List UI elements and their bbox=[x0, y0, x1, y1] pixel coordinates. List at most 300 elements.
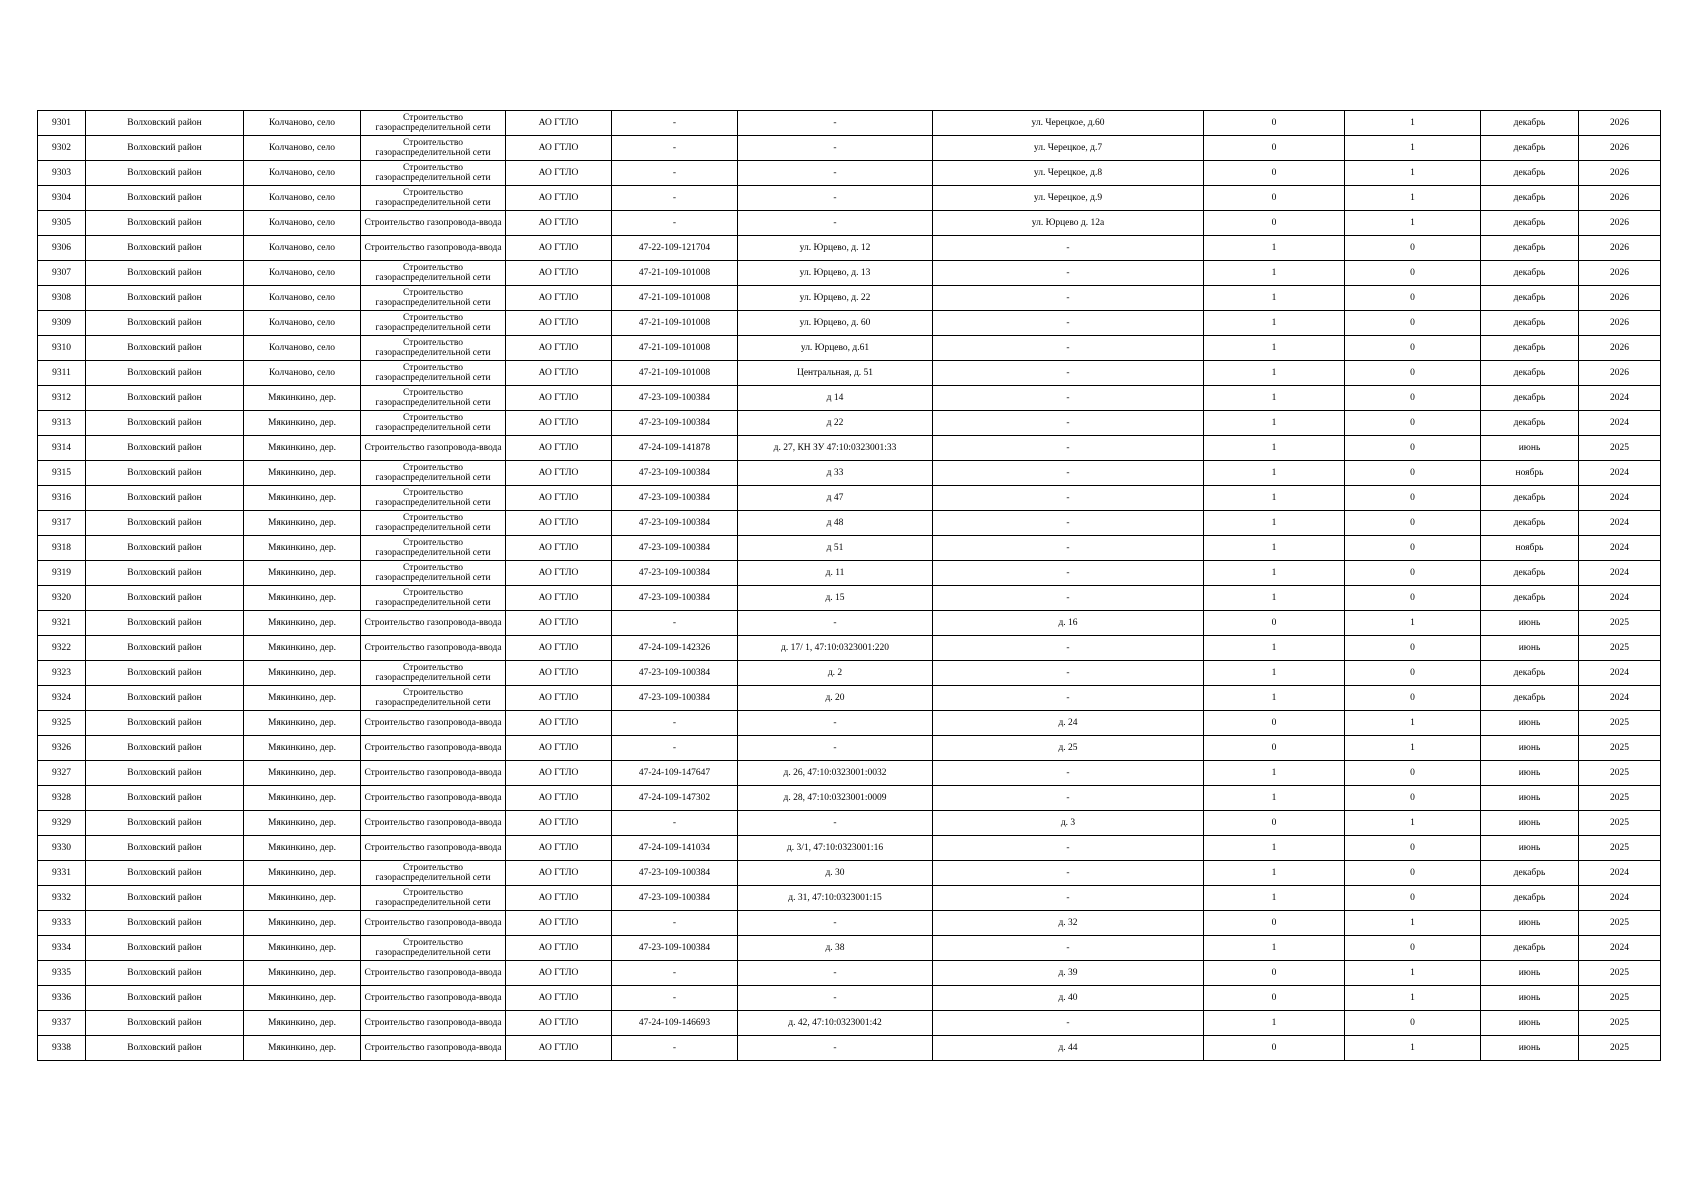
organization-cell: АО ГТЛО bbox=[506, 461, 612, 486]
year-cell: 2025 bbox=[1579, 836, 1661, 861]
month-cell: декабрь bbox=[1481, 211, 1579, 236]
table-row bbox=[38, 911, 1661, 936]
organization-cell: АО ГТЛО bbox=[506, 886, 612, 911]
application-number-cell: - bbox=[612, 911, 738, 936]
count-a-cell: 1 bbox=[1204, 761, 1345, 786]
settlement-cell: Мякинкино, дер. bbox=[244, 1036, 361, 1061]
address-with-application-cell: - bbox=[738, 186, 933, 211]
year-cell: 2025 bbox=[1579, 1036, 1661, 1061]
count-b-cell: 1 bbox=[1345, 186, 1481, 211]
month-cell: декабрь bbox=[1481, 186, 1579, 211]
table-row bbox=[38, 136, 1661, 161]
year-cell: 2025 bbox=[1579, 986, 1661, 1011]
row-number-cell: 9319 bbox=[38, 561, 86, 586]
work-type-cell: Строительство газопровода-ввода bbox=[361, 436, 506, 461]
table-row bbox=[38, 511, 1661, 536]
settlement-cell: Мякинкино, дер. bbox=[244, 861, 361, 886]
row-number-cell: 9327 bbox=[38, 761, 86, 786]
work-type-cell: Строительство газораспределительной сети bbox=[361, 411, 506, 436]
work-type-cell: Строительство газораспределительной сети bbox=[361, 286, 506, 311]
year-cell: 2024 bbox=[1579, 661, 1661, 686]
address-with-application-cell: ул. Юрцево, д. 12 bbox=[738, 236, 933, 261]
count-b-cell: 1 bbox=[1345, 986, 1481, 1011]
year-cell: 2026 bbox=[1579, 186, 1661, 211]
district-cell: Волховский район bbox=[86, 1011, 244, 1036]
address-without-application-cell: - bbox=[933, 511, 1204, 536]
work-type-cell: Строительство газораспределительной сети bbox=[361, 861, 506, 886]
organization-cell: АО ГТЛО bbox=[506, 686, 612, 711]
address-with-application-cell: - bbox=[738, 961, 933, 986]
organization-cell: АО ГТЛО bbox=[506, 511, 612, 536]
district-cell: Волховский район bbox=[86, 286, 244, 311]
settlement-cell: Мякинкино, дер. bbox=[244, 961, 361, 986]
count-a-cell: 1 bbox=[1204, 686, 1345, 711]
work-type-cell: Строительство газопровода-ввода bbox=[361, 611, 506, 636]
organization-cell: АО ГТЛО bbox=[506, 911, 612, 936]
application-number-cell: - bbox=[612, 136, 738, 161]
year-cell: 2026 bbox=[1579, 336, 1661, 361]
count-b-cell: 1 bbox=[1345, 811, 1481, 836]
application-number-cell: 47-21-109-101008 bbox=[612, 311, 738, 336]
settlement-cell: Мякинкино, дер. bbox=[244, 811, 361, 836]
count-b-cell: 0 bbox=[1345, 361, 1481, 386]
count-b-cell: 0 bbox=[1345, 436, 1481, 461]
row-number-cell: 9311 bbox=[38, 361, 86, 386]
address-without-application-cell: - bbox=[933, 461, 1204, 486]
district-cell: Волховский район bbox=[86, 686, 244, 711]
address-without-application-cell: д. 3 bbox=[933, 811, 1204, 836]
count-b-cell: 0 bbox=[1345, 786, 1481, 811]
settlement-cell: Мякинкино, дер. bbox=[244, 386, 361, 411]
address-with-application-cell: д 14 bbox=[738, 386, 933, 411]
address-without-application-cell: - bbox=[933, 436, 1204, 461]
month-cell: ноябрь bbox=[1481, 461, 1579, 486]
table-row bbox=[38, 461, 1661, 486]
address-with-application-cell: д. 31, 47:10:0323001:15 bbox=[738, 886, 933, 911]
year-cell: 2024 bbox=[1579, 561, 1661, 586]
count-b-cell: 1 bbox=[1345, 611, 1481, 636]
application-number-cell: 47-21-109-101008 bbox=[612, 361, 738, 386]
application-number-cell: 47-21-109-101008 bbox=[612, 261, 738, 286]
application-number-cell: 47-24-109-146693 bbox=[612, 1011, 738, 1036]
application-number-cell: 47-23-109-100384 bbox=[612, 886, 738, 911]
count-a-cell: 1 bbox=[1204, 661, 1345, 686]
table-row bbox=[38, 661, 1661, 686]
year-cell: 2024 bbox=[1579, 511, 1661, 536]
row-number-cell: 9305 bbox=[38, 211, 86, 236]
settlement-cell: Мякинкино, дер. bbox=[244, 686, 361, 711]
address-without-application-cell: - bbox=[933, 261, 1204, 286]
application-number-cell: 47-23-109-100384 bbox=[612, 461, 738, 486]
address-with-application-cell: - bbox=[738, 986, 933, 1011]
application-number-cell: 47-24-109-141878 bbox=[612, 436, 738, 461]
work-type-cell: Строительство газопровода-ввода bbox=[361, 986, 506, 1011]
table-row bbox=[38, 286, 1661, 311]
organization-cell: АО ГТЛО bbox=[506, 661, 612, 686]
settlement-cell: Мякинкино, дер. bbox=[244, 886, 361, 911]
row-number-cell: 9338 bbox=[38, 1036, 86, 1061]
row-number-cell: 9301 bbox=[38, 111, 86, 136]
organization-cell: АО ГТЛО bbox=[506, 961, 612, 986]
count-a-cell: 0 bbox=[1204, 136, 1345, 161]
count-a-cell: 1 bbox=[1204, 386, 1345, 411]
month-cell: июнь bbox=[1481, 611, 1579, 636]
row-number-cell: 9333 bbox=[38, 911, 86, 936]
count-a-cell: 1 bbox=[1204, 886, 1345, 911]
settlement-cell: Колчаново, село bbox=[244, 211, 361, 236]
address-without-application-cell: - bbox=[933, 536, 1204, 561]
district-cell: Волховский район bbox=[86, 611, 244, 636]
application-number-cell: - bbox=[612, 986, 738, 1011]
district-cell: Волховский район bbox=[86, 486, 244, 511]
row-number-cell: 9316 bbox=[38, 486, 86, 511]
district-cell: Волховский район bbox=[86, 636, 244, 661]
address-with-application-cell: - bbox=[738, 1036, 933, 1061]
work-type-cell: Строительство газораспределительной сети bbox=[361, 686, 506, 711]
count-a-cell: 1 bbox=[1204, 861, 1345, 886]
address-without-application-cell: д. 40 bbox=[933, 986, 1204, 1011]
address-without-application-cell: - bbox=[933, 386, 1204, 411]
address-without-application-cell: - bbox=[933, 336, 1204, 361]
year-cell: 2025 bbox=[1579, 961, 1661, 986]
address-with-application-cell: д. 17/ 1, 47:10:0323001:220 bbox=[738, 636, 933, 661]
table-row bbox=[38, 386, 1661, 411]
address-without-application-cell: - bbox=[933, 661, 1204, 686]
table-row bbox=[38, 986, 1661, 1011]
organization-cell: АО ГТЛО bbox=[506, 611, 612, 636]
table-row bbox=[38, 886, 1661, 911]
month-cell: июнь bbox=[1481, 836, 1579, 861]
address-without-application-cell: - bbox=[933, 936, 1204, 961]
settlement-cell: Мякинкино, дер. bbox=[244, 761, 361, 786]
address-with-application-cell: ул. Юрцево, д. 60 bbox=[738, 311, 933, 336]
address-with-application-cell: д 47 bbox=[738, 486, 933, 511]
organization-cell: АО ГТЛО bbox=[506, 386, 612, 411]
address-with-application-cell: - bbox=[738, 811, 933, 836]
work-type-cell: Строительство газораспределительной сети bbox=[361, 311, 506, 336]
month-cell: декабрь bbox=[1481, 336, 1579, 361]
count-b-cell: 0 bbox=[1345, 286, 1481, 311]
row-number-cell: 9329 bbox=[38, 811, 86, 836]
organization-cell: АО ГТЛО bbox=[506, 186, 612, 211]
address-with-application-cell: ул. Юрцево, д. 13 bbox=[738, 261, 933, 286]
month-cell: июнь bbox=[1481, 961, 1579, 986]
row-number-cell: 9314 bbox=[38, 436, 86, 461]
year-cell: 2025 bbox=[1579, 786, 1661, 811]
address-with-application-cell: - bbox=[738, 136, 933, 161]
district-cell: Волховский район bbox=[86, 261, 244, 286]
month-cell: декабрь bbox=[1481, 286, 1579, 311]
settlement-cell: Мякинкино, дер. bbox=[244, 836, 361, 861]
application-number-cell: - bbox=[612, 611, 738, 636]
address-with-application-cell: - bbox=[738, 611, 933, 636]
count-a-cell: 0 bbox=[1204, 711, 1345, 736]
row-number-cell: 9331 bbox=[38, 861, 86, 886]
application-number-cell: 47-23-109-100384 bbox=[612, 936, 738, 961]
district-cell: Волховский район bbox=[86, 886, 244, 911]
count-a-cell: 1 bbox=[1204, 411, 1345, 436]
count-b-cell: 1 bbox=[1345, 211, 1481, 236]
work-type-cell: Строительство газопровода-ввода bbox=[361, 836, 506, 861]
row-number-cell: 9318 bbox=[38, 536, 86, 561]
count-a-cell: 0 bbox=[1204, 1036, 1345, 1061]
count-b-cell: 1 bbox=[1345, 111, 1481, 136]
work-type-cell: Строительство газораспределительной сети bbox=[361, 186, 506, 211]
settlement-cell: Мякинкино, дер. bbox=[244, 786, 361, 811]
address-with-application-cell: - bbox=[738, 911, 933, 936]
application-number-cell: 47-23-109-100384 bbox=[612, 661, 738, 686]
district-cell: Волховский район bbox=[86, 411, 244, 436]
address-without-application-cell: ул. Черецкое, д.9 bbox=[933, 186, 1204, 211]
count-a-cell: 0 bbox=[1204, 111, 1345, 136]
settlement-cell: Мякинкино, дер. bbox=[244, 561, 361, 586]
month-cell: декабрь bbox=[1481, 686, 1579, 711]
district-cell: Волховский район bbox=[86, 786, 244, 811]
month-cell: июнь bbox=[1481, 811, 1579, 836]
district-cell: Волховский район bbox=[86, 861, 244, 886]
count-a-cell: 1 bbox=[1204, 1011, 1345, 1036]
count-a-cell: 1 bbox=[1204, 836, 1345, 861]
count-a-cell: 0 bbox=[1204, 161, 1345, 186]
settlement-cell: Мякинкино, дер. bbox=[244, 486, 361, 511]
application-number-cell: - bbox=[612, 111, 738, 136]
table-row bbox=[38, 586, 1661, 611]
count-b-cell: 1 bbox=[1345, 911, 1481, 936]
work-type-cell: Строительство газопровода-ввода bbox=[361, 811, 506, 836]
application-number-cell: 47-24-109-141034 bbox=[612, 836, 738, 861]
row-number-cell: 9312 bbox=[38, 386, 86, 411]
district-cell: Волховский район bbox=[86, 111, 244, 136]
organization-cell: АО ГТЛО bbox=[506, 786, 612, 811]
address-without-application-cell: д. 44 bbox=[933, 1036, 1204, 1061]
organization-cell: АО ГТЛО bbox=[506, 1011, 612, 1036]
row-number-cell: 9317 bbox=[38, 511, 86, 536]
settlement-cell: Мякинкино, дер. bbox=[244, 911, 361, 936]
settlement-cell: Мякинкино, дер. bbox=[244, 736, 361, 761]
work-type-cell: Строительство газопровода-ввода bbox=[361, 736, 506, 761]
address-with-application-cell: д. 38 bbox=[738, 936, 933, 961]
table-row bbox=[38, 436, 1661, 461]
count-b-cell: 0 bbox=[1345, 686, 1481, 711]
year-cell: 2024 bbox=[1579, 586, 1661, 611]
address-with-application-cell: д. 28, 47:10:0323001:0009 bbox=[738, 786, 933, 811]
organization-cell: АО ГТЛО bbox=[506, 711, 612, 736]
count-a-cell: 0 bbox=[1204, 961, 1345, 986]
application-number-cell: - bbox=[612, 161, 738, 186]
address-without-application-cell: - bbox=[933, 836, 1204, 861]
organization-cell: АО ГТЛО bbox=[506, 436, 612, 461]
district-cell: Волховский район bbox=[86, 1036, 244, 1061]
year-cell: 2025 bbox=[1579, 811, 1661, 836]
count-b-cell: 0 bbox=[1345, 861, 1481, 886]
table-row bbox=[38, 236, 1661, 261]
settlement-cell: Мякинкино, дер. bbox=[244, 986, 361, 1011]
year-cell: 2025 bbox=[1579, 911, 1661, 936]
row-number-cell: 9336 bbox=[38, 986, 86, 1011]
year-cell: 2025 bbox=[1579, 1011, 1661, 1036]
table-row bbox=[38, 211, 1661, 236]
district-cell: Волховский район bbox=[86, 911, 244, 936]
organization-cell: АО ГТЛО bbox=[506, 811, 612, 836]
month-cell: июнь bbox=[1481, 986, 1579, 1011]
row-number-cell: 9313 bbox=[38, 411, 86, 436]
month-cell: декабрь bbox=[1481, 486, 1579, 511]
application-number-cell: 47-22-109-121704 bbox=[612, 236, 738, 261]
address-with-application-cell: д. 30 bbox=[738, 861, 933, 886]
count-a-cell: 0 bbox=[1204, 186, 1345, 211]
count-b-cell: 0 bbox=[1345, 1011, 1481, 1036]
count-a-cell: 1 bbox=[1204, 586, 1345, 611]
settlement-cell: Колчаново, село bbox=[244, 336, 361, 361]
address-without-application-cell: - bbox=[933, 561, 1204, 586]
month-cell: июнь bbox=[1481, 636, 1579, 661]
settlement-cell: Мякинкино, дер. bbox=[244, 936, 361, 961]
table-row bbox=[38, 736, 1661, 761]
organization-cell: АО ГТЛО bbox=[506, 286, 612, 311]
year-cell: 2025 bbox=[1579, 436, 1661, 461]
organization-cell: АО ГТЛО bbox=[506, 486, 612, 511]
count-a-cell: 0 bbox=[1204, 911, 1345, 936]
settlement-cell: Мякинкино, дер. bbox=[244, 511, 361, 536]
month-cell: декабрь bbox=[1481, 161, 1579, 186]
work-type-cell: Строительство газораспределительной сети bbox=[361, 536, 506, 561]
count-b-cell: 0 bbox=[1345, 386, 1481, 411]
application-number-cell: 47-23-109-100384 bbox=[612, 386, 738, 411]
district-cell: Волховский район bbox=[86, 986, 244, 1011]
table-row bbox=[38, 161, 1661, 186]
district-cell: Волховский район bbox=[86, 711, 244, 736]
district-cell: Волховский район bbox=[86, 661, 244, 686]
count-b-cell: 0 bbox=[1345, 236, 1481, 261]
year-cell: 2026 bbox=[1579, 161, 1661, 186]
year-cell: 2024 bbox=[1579, 386, 1661, 411]
district-cell: Волховский район bbox=[86, 361, 244, 386]
address-without-application-cell: - bbox=[933, 886, 1204, 911]
district-cell: Волховский район bbox=[86, 136, 244, 161]
organization-cell: АО ГТЛО bbox=[506, 1036, 612, 1061]
address-without-application-cell: - bbox=[933, 636, 1204, 661]
count-a-cell: 0 bbox=[1204, 736, 1345, 761]
address-with-application-cell: ул. Юрцево, д. 22 bbox=[738, 286, 933, 311]
year-cell: 2026 bbox=[1579, 261, 1661, 286]
table-row bbox=[38, 836, 1661, 861]
work-type-cell: Строительство газораспределительной сети bbox=[361, 486, 506, 511]
year-cell: 2025 bbox=[1579, 711, 1661, 736]
work-type-cell: Строительство газопровода-ввода bbox=[361, 636, 506, 661]
month-cell: июнь bbox=[1481, 911, 1579, 936]
table-row bbox=[38, 636, 1661, 661]
row-number-cell: 9303 bbox=[38, 161, 86, 186]
address-with-application-cell: - bbox=[738, 711, 933, 736]
organization-cell: АО ГТЛО bbox=[506, 236, 612, 261]
row-number-cell: 9307 bbox=[38, 261, 86, 286]
count-a-cell: 0 bbox=[1204, 211, 1345, 236]
table-row bbox=[38, 261, 1661, 286]
organization-cell: АО ГТЛО bbox=[506, 336, 612, 361]
month-cell: июнь bbox=[1481, 1036, 1579, 1061]
address-without-application-cell: ул. Юрцево д. 12а bbox=[933, 211, 1204, 236]
district-cell: Волховский район bbox=[86, 586, 244, 611]
address-without-application-cell: д. 24 bbox=[933, 711, 1204, 736]
year-cell: 2026 bbox=[1579, 286, 1661, 311]
application-number-cell: 47-23-109-100384 bbox=[612, 586, 738, 611]
table-row bbox=[38, 961, 1661, 986]
year-cell: 2024 bbox=[1579, 886, 1661, 911]
district-cell: Волховский район bbox=[86, 536, 244, 561]
settlement-cell: Колчаново, село bbox=[244, 161, 361, 186]
application-number-cell: - bbox=[612, 711, 738, 736]
work-type-cell: Строительство газопровода-ввода bbox=[361, 786, 506, 811]
organization-cell: АО ГТЛО bbox=[506, 936, 612, 961]
year-cell: 2024 bbox=[1579, 936, 1661, 961]
count-a-cell: 1 bbox=[1204, 461, 1345, 486]
count-a-cell: 1 bbox=[1204, 561, 1345, 586]
month-cell: июнь bbox=[1481, 436, 1579, 461]
row-number-cell: 9310 bbox=[38, 336, 86, 361]
work-type-cell: Строительство газораспределительной сети bbox=[361, 386, 506, 411]
application-number-cell: 47-23-109-100384 bbox=[612, 536, 738, 561]
district-cell: Волховский район bbox=[86, 736, 244, 761]
row-number-cell: 9306 bbox=[38, 236, 86, 261]
count-b-cell: 0 bbox=[1345, 486, 1481, 511]
district-cell: Волховский район bbox=[86, 811, 244, 836]
organization-cell: АО ГТЛО bbox=[506, 986, 612, 1011]
district-cell: Волховский район bbox=[86, 236, 244, 261]
row-number-cell: 9332 bbox=[38, 886, 86, 911]
application-number-cell: - bbox=[612, 736, 738, 761]
month-cell: декабрь bbox=[1481, 586, 1579, 611]
work-type-cell: Строительство газораспределительной сети bbox=[361, 336, 506, 361]
month-cell: декабрь bbox=[1481, 236, 1579, 261]
address-with-application-cell: - bbox=[738, 211, 933, 236]
row-number-cell: 9326 bbox=[38, 736, 86, 761]
count-b-cell: 1 bbox=[1345, 711, 1481, 736]
count-b-cell: 0 bbox=[1345, 336, 1481, 361]
row-number-cell: 9334 bbox=[38, 936, 86, 961]
application-number-cell: - bbox=[612, 186, 738, 211]
month-cell: декабрь bbox=[1481, 561, 1579, 586]
address-without-application-cell: - bbox=[933, 486, 1204, 511]
address-without-application-cell: - bbox=[933, 361, 1204, 386]
table-row bbox=[38, 536, 1661, 561]
settlement-cell: Мякинкино, дер. bbox=[244, 711, 361, 736]
table-row bbox=[38, 786, 1661, 811]
application-number-cell: 47-24-109-147647 bbox=[612, 761, 738, 786]
count-a-cell: 1 bbox=[1204, 536, 1345, 561]
district-cell: Волховский район bbox=[86, 336, 244, 361]
address-without-application-cell: - bbox=[933, 411, 1204, 436]
work-type-cell: Строительство газопровода-ввода bbox=[361, 211, 506, 236]
organization-cell: АО ГТЛО bbox=[506, 561, 612, 586]
count-a-cell: 0 bbox=[1204, 811, 1345, 836]
table-row bbox=[38, 711, 1661, 736]
address-with-application-cell: - bbox=[738, 161, 933, 186]
work-type-cell: Строительство газораспределительной сети bbox=[361, 461, 506, 486]
address-without-application-cell: - bbox=[933, 311, 1204, 336]
row-number-cell: 9323 bbox=[38, 661, 86, 686]
row-number-cell: 9308 bbox=[38, 286, 86, 311]
year-cell: 2025 bbox=[1579, 736, 1661, 761]
count-a-cell: 1 bbox=[1204, 636, 1345, 661]
table-row bbox=[38, 361, 1661, 386]
district-cell: Волховский район bbox=[86, 211, 244, 236]
count-a-cell: 1 bbox=[1204, 236, 1345, 261]
organization-cell: АО ГТЛО bbox=[506, 311, 612, 336]
work-type-cell: Строительство газопровода-ввода bbox=[361, 236, 506, 261]
address-with-application-cell: д 51 bbox=[738, 536, 933, 561]
count-b-cell: 0 bbox=[1345, 761, 1481, 786]
settlement-cell: Мякинкино, дер. bbox=[244, 411, 361, 436]
